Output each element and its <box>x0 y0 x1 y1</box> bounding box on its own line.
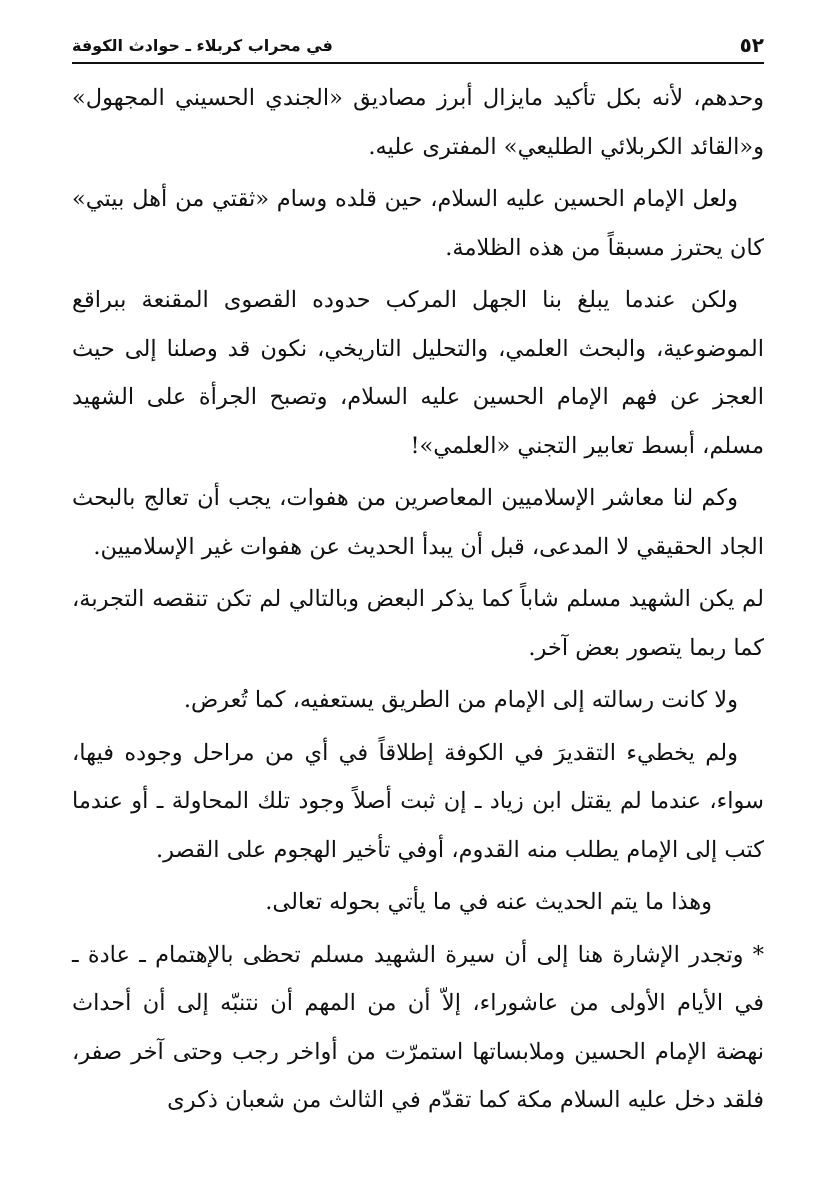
paragraph: لم يكن الشهيد مسلم شاباً كما يذكر البعض وبالتالي لم تكن تنقصه التجربة، كما ربما يتصور بعض آخر. <box>72 586 764 661</box>
paragraph: ولكن عندما يبلغ بنا الجهل المركب حدوده القصوى المقنعة ببراقع الموضوعية، والبحث العلمي، والتحليل التاريخي، نكون قد وصلنا إلى حيث العجز عن فهم الإمام الحسين عليه السلام، وتصبح الجرأة على الشهيد مسلم، أبسط تعابير التجني «العلمي»! <box>72 287 764 459</box>
running-header <box>72 30 764 60</box>
paragraph: ولم يخطيء التقديرَ في الكوفة إطلاقاً في أي من مراحل وجوده فيها، سواء، عندما لم يقتل ابن زياد ـ إن ثبت أصلاً وجود تلك المحاولة ـ أو عندما كتب إلى الإمام يطلب منه القدوم، أوفي تأخير الهجوم على القصر. <box>72 739 764 863</box>
paragraph: ولعل الإمام الحسين عليه السلام، حين قلده وسام «ثقتي من أهل بيتي» كان يحترز مسبقاً من هذه الظلامة. <box>72 186 764 261</box>
header-rule <box>72 62 764 64</box>
paragraph: وحدهم، لأنه بكل تأكيد مايزال أبرز مصاديق «الجندي الحسيني المجهول» و«القائد الكربلائي الطليعي» المفترى عليه. <box>72 85 764 160</box>
paragraph: وكم لنا معاشر الإسلاميين المعاصرين من هفوات، يجب أن تعالج بالبحث الجاد الحقيقي لا المدعى، قبل أن يبدأ الحديث عن هفوات غير الإسلاميين. <box>72 485 764 560</box>
page-number: ٥٢ <box>739 33 764 57</box>
paragraph: ولا كانت رسالته إلى الإمام من الطريق يستعفيه، كما تُعرض. <box>183 687 738 713</box>
paragraph: * وتجدر الإشارة هنا إلى أن سيرة الشهيد مسلم تحظى بالإهتمام ـ عادة ـ في الأيام الأولى من عاشوراء، إلاّ أن من المهم أن نتنبّه إلى أن أحداث نهضة الإمام الحسين وملابساتها استمرّت من أواخر رجب وحتى آخر صفر، فلقد دخل عليه السلام مكة كما تقدّم في الثالث من شعبان ذكرى <box>72 941 764 1113</box>
paragraph: وهذا ما يتم الحديث عنه في ما يأتي بحوله تعالى. <box>265 889 712 915</box>
body-text <box>72 74 764 1129</box>
running-title: في محراب كربلاء ـ حوادث الكوفة <box>72 35 333 55</box>
